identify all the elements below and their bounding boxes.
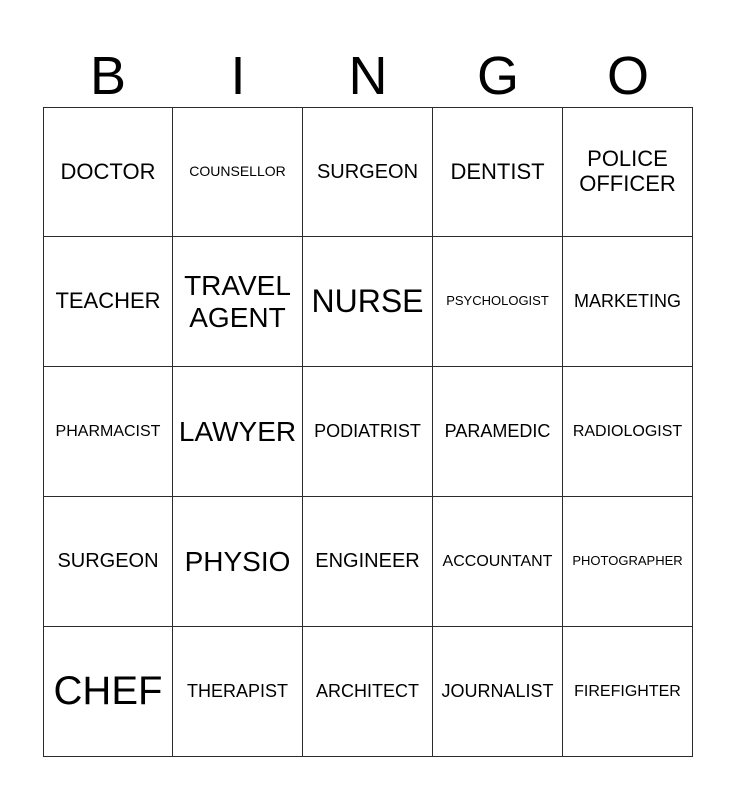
bingo-board [43, 107, 693, 757]
bingo-cell[interactable]: ENGINEER [303, 497, 433, 627]
header-letter-g: G [476, 46, 519, 106]
bingo-cell[interactable]: CHEF [43, 627, 173, 757]
bingo-cell[interactable]: JOURNALIST [433, 627, 563, 757]
bingo-cell[interactable]: LAWYER [173, 367, 303, 497]
bingo-cell[interactable]: PODIATRIST [303, 367, 433, 497]
bingo-cell[interactable]: PHYSIO [173, 497, 303, 627]
header-letter-i: I [230, 46, 246, 106]
bingo-cell[interactable]: PSYCHOLOGIST [433, 237, 563, 367]
bingo-cell[interactable]: RADIOLOGIST [563, 367, 693, 497]
header-letter-n: N [348, 46, 388, 106]
bingo-cell[interactable]: FIREFIGHTER [563, 627, 693, 757]
bingo-cell[interactable]: POLICE OFFICER [563, 107, 693, 237]
bingo-cell[interactable]: COUNSELLOR [173, 107, 303, 237]
header-letter-o: O [606, 46, 649, 106]
bingo-cell[interactable]: TEACHER [43, 237, 173, 367]
bingo-cell[interactable]: ARCHITECT [303, 627, 433, 757]
bingo-cell[interactable]: TRAVEL AGENT [173, 237, 303, 367]
header-letter-b: B [89, 46, 127, 106]
bingo-cell[interactable]: PARAMEDIC [433, 367, 563, 497]
bingo-cell[interactable]: PHARMACIST [43, 367, 173, 497]
bingo-cell[interactable]: PHOTOGRAPHER [563, 497, 693, 627]
bingo-cell[interactable]: DOCTOR [43, 107, 173, 237]
bingo-cell[interactable]: DENTIST [433, 107, 563, 237]
bingo-header [43, 44, 693, 108]
bingo-cell[interactable]: ACCOUNTANT [433, 497, 563, 627]
bingo-cell[interactable]: SURGEON [303, 107, 433, 237]
bingo-cell[interactable]: SURGEON [43, 497, 173, 627]
bingo-cell[interactable]: MARKETING [563, 237, 693, 367]
bingo-cell[interactable]: THERAPIST [173, 627, 303, 757]
bingo-cell[interactable]: NURSE [303, 237, 433, 367]
